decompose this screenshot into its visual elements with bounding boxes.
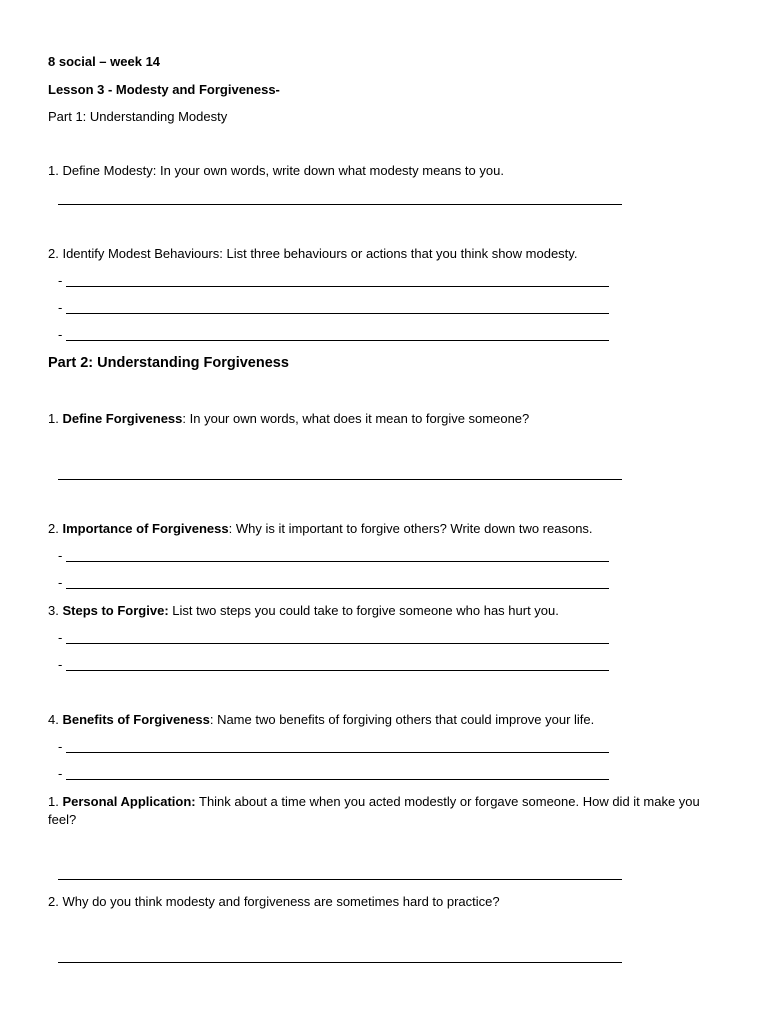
answer-line[interactable] xyxy=(58,479,622,480)
part2-question-4 xyxy=(48,712,594,728)
answer-line[interactable] xyxy=(58,962,622,963)
question-keyword: Define Forgiveness xyxy=(62,411,183,426)
question-number: 2. xyxy=(48,521,63,536)
question-number: 4. xyxy=(48,712,63,727)
dash-marker: - xyxy=(58,766,63,781)
part1-question-1: 1. Define Modesty: In your own words, write down what modesty means to you. xyxy=(48,163,504,178)
answer-bullet-line[interactable] xyxy=(58,659,609,671)
reflection-question-2: 2. Why do you think modesty and forgiveness are sometimes hard to practice? xyxy=(48,894,500,909)
question-keyword: Steps to Forgive: xyxy=(62,603,169,618)
answer-bullet-line[interactable] xyxy=(58,329,609,341)
lesson-title: Lesson 3 - Modesty and Forgiveness- xyxy=(48,82,280,97)
question-number: 1. xyxy=(48,411,63,426)
dash-marker: - xyxy=(58,300,63,315)
answer-bullet-line[interactable] xyxy=(58,275,609,287)
part1-title: Part 1: Understanding Modesty xyxy=(48,109,228,124)
answer-bullet-line[interactable] xyxy=(58,577,609,589)
dash-marker: - xyxy=(58,657,63,672)
question-keyword: Importance of Forgiveness xyxy=(62,521,229,536)
dash-marker: - xyxy=(58,548,63,563)
answer-line[interactable] xyxy=(58,204,622,205)
dash-marker: - xyxy=(58,575,63,590)
question-number: 3. xyxy=(48,603,63,618)
part2-question-1 xyxy=(48,411,529,427)
dash-marker: - xyxy=(58,327,63,342)
class-week-heading: 8 social – week 14 xyxy=(48,54,161,69)
answer-bullet-line[interactable] xyxy=(58,302,609,314)
question-text: : Why is it important to forgive others? Write down two reasons. xyxy=(228,521,593,536)
answer-line[interactable] xyxy=(58,879,622,880)
dash-marker: - xyxy=(58,739,63,754)
part2-title: Part 2: Understanding Forgiveness xyxy=(48,355,289,371)
part2-question-2 xyxy=(48,521,593,537)
question-text: List two steps you could take to forgive someone who has hurt you. xyxy=(168,603,559,618)
question-keyword: Personal Application: xyxy=(62,794,196,809)
part1-question-2: 2. Identify Modest Behaviours: List three behaviours or actions that you think show modesty. xyxy=(48,246,578,261)
answer-bullet-line[interactable] xyxy=(58,741,609,753)
reflection-question-1 xyxy=(48,793,708,829)
answer-bullet-line[interactable] xyxy=(58,768,609,780)
question-number: 1. xyxy=(48,794,63,809)
dash-marker: - xyxy=(58,273,63,288)
question-text: : In your own words, what does it mean to forgive someone? xyxy=(182,411,530,426)
question-text: Think about a time when you acted modestly or forgave someone. How did it make you feel? xyxy=(48,794,700,827)
answer-bullet-line[interactable] xyxy=(58,550,609,562)
question-text: : Name two benefits of forgiving others that could improve your life. xyxy=(209,712,595,727)
question-keyword: Benefits of Forgiveness xyxy=(62,712,210,727)
part2-question-3 xyxy=(48,603,559,619)
dash-marker: - xyxy=(58,630,63,645)
answer-bullet-line[interactable] xyxy=(58,632,609,644)
